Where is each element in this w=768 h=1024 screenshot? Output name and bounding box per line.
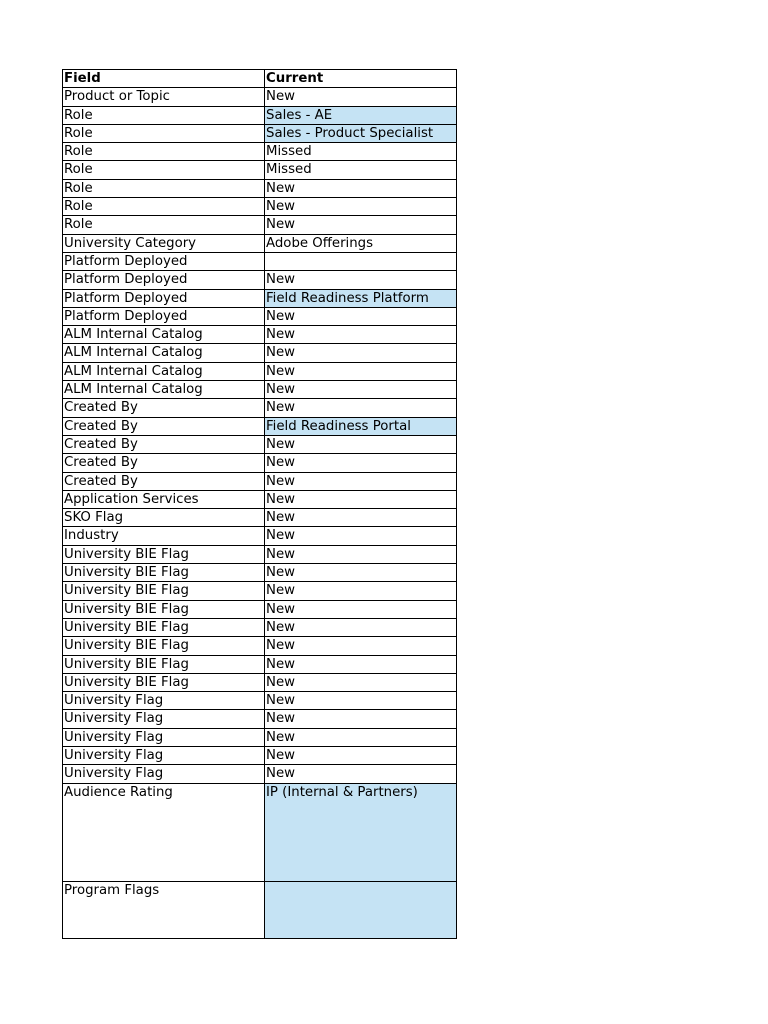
table-row [63, 234, 457, 252]
cell-field[interactable]: Platform Deployed [63, 307, 265, 325]
cell-field[interactable]: ALM Internal Catalog [63, 381, 265, 399]
cell-field[interactable]: Program Flags [63, 881, 265, 938]
table-row [63, 472, 457, 490]
table-row [63, 454, 457, 472]
cell-current[interactable]: New [265, 454, 457, 472]
cell-current[interactable]: Missed [265, 143, 457, 161]
cell-field[interactable]: Role [63, 216, 265, 234]
table-row [63, 198, 457, 216]
table-row [63, 362, 457, 380]
table-row [63, 600, 457, 618]
table-row [63, 490, 457, 508]
cell-current[interactable]: New [265, 600, 457, 618]
table-row [63, 289, 457, 307]
cell-current[interactable]: New [265, 399, 457, 417]
header-current[interactable]: Current [265, 70, 457, 88]
cell-field[interactable]: University BIE Flag [63, 618, 265, 636]
cell-field[interactable]: Role [63, 179, 265, 197]
cell-field[interactable]: Role [63, 143, 265, 161]
table-row [63, 746, 457, 764]
cell-field[interactable]: Created By [63, 417, 265, 435]
cell-current[interactable]: New [265, 692, 457, 710]
cell-current[interactable]: New [265, 618, 457, 636]
cell-current[interactable]: New [265, 307, 457, 325]
cell-current[interactable]: New [265, 564, 457, 582]
table-row [63, 271, 457, 289]
table-row [63, 124, 457, 142]
table-row [63, 381, 457, 399]
cell-current[interactable]: New [265, 88, 457, 106]
table-row [63, 692, 457, 710]
cell-current[interactable]: New [265, 673, 457, 691]
table-row [63, 783, 457, 881]
cell-current[interactable]: New [265, 637, 457, 655]
cell-current[interactable]: New [265, 490, 457, 508]
cell-current[interactable]: New [265, 271, 457, 289]
cell-current[interactable]: New [265, 435, 457, 453]
table-row [63, 161, 457, 179]
cell-field[interactable]: Industry [63, 527, 265, 545]
table-row [63, 399, 457, 417]
cell-current[interactable]: New [265, 472, 457, 490]
table-row [63, 435, 457, 453]
table-row [63, 106, 457, 124]
table-row [63, 728, 457, 746]
cell-current[interactable] [265, 252, 457, 270]
table-row [63, 344, 457, 362]
cell-field[interactable]: University Flag [63, 728, 265, 746]
cell-current[interactable]: New [265, 381, 457, 399]
cell-current-highlighted[interactable]: Sales - Product Specialist [265, 124, 457, 142]
table-row [63, 710, 457, 728]
table-row [63, 252, 457, 270]
cell-current[interactable]: New [265, 746, 457, 764]
table-row [63, 88, 457, 106]
cell-field[interactable]: ALM Internal Catalog [63, 326, 265, 344]
cell-current[interactable]: New [265, 527, 457, 545]
cell-field[interactable]: University Flag [63, 765, 265, 783]
table-row [63, 765, 457, 783]
header-field[interactable]: Field [63, 70, 265, 88]
cell-field[interactable]: Platform Deployed [63, 289, 265, 307]
table-row [63, 618, 457, 636]
table-row [63, 564, 457, 582]
cell-current[interactable]: New [265, 362, 457, 380]
table-row [63, 673, 457, 691]
cell-current[interactable]: New [265, 582, 457, 600]
cell-field[interactable]: University BIE Flag [63, 673, 265, 691]
cell-field[interactable]: Role [63, 198, 265, 216]
table-row [63, 307, 457, 325]
cell-current[interactable]: New [265, 710, 457, 728]
cell-current-highlighted[interactable]: Field Readiness Platform [265, 289, 457, 307]
cell-current[interactable]: New [265, 765, 457, 783]
cell-field[interactable]: Audience Rating [63, 783, 265, 881]
cell-current[interactable]: Missed [265, 161, 457, 179]
cell-current-highlighted[interactable]: IP (Internal & Partners) [265, 783, 457, 881]
cell-field[interactable]: University Flag [63, 746, 265, 764]
table-row [63, 417, 457, 435]
cell-field[interactable]: University BIE Flag [63, 545, 265, 563]
table-row [63, 545, 457, 563]
cell-current[interactable]: Adobe Offerings [265, 234, 457, 252]
table-row [63, 509, 457, 527]
cell-current-highlighted[interactable]: Sales - AE [265, 106, 457, 124]
cell-field[interactable]: Application Services [63, 490, 265, 508]
cell-current-highlighted[interactable] [265, 881, 457, 938]
cell-field[interactable]: University BIE Flag [63, 582, 265, 600]
table-header-row [63, 70, 457, 88]
cell-field[interactable]: University BIE Flag [63, 655, 265, 673]
cell-field[interactable]: ALM Internal Catalog [63, 344, 265, 362]
cell-current[interactable]: New [265, 198, 457, 216]
table-row [63, 179, 457, 197]
cell-field[interactable]: Role [63, 161, 265, 179]
table-row [63, 637, 457, 655]
cell-field[interactable]: Created By [63, 454, 265, 472]
cell-field[interactable]: Role [63, 106, 265, 124]
cell-field[interactable]: Created By [63, 435, 265, 453]
cell-field[interactable]: University BIE Flag [63, 600, 265, 618]
cell-current[interactable]: New [265, 326, 457, 344]
field-current-table [62, 69, 457, 939]
cell-field[interactable]: Platform Deployed [63, 252, 265, 270]
cell-current[interactable]: New [265, 179, 457, 197]
cell-current[interactable]: New [265, 545, 457, 563]
cell-field[interactable]: University BIE Flag [63, 637, 265, 655]
cell-field[interactable]: Product or Topic [63, 88, 265, 106]
cell-field[interactable]: University BIE Flag [63, 564, 265, 582]
cell-current[interactable]: New [265, 344, 457, 362]
table-row [63, 655, 457, 673]
table-row [63, 881, 457, 938]
cell-field[interactable]: ALM Internal Catalog [63, 362, 265, 380]
cell-current[interactable]: New [265, 728, 457, 746]
cell-field[interactable]: University Flag [63, 692, 265, 710]
cell-current-highlighted[interactable]: Field Readiness Portal [265, 417, 457, 435]
table-row [63, 582, 457, 600]
cell-field[interactable]: University Flag [63, 710, 265, 728]
cell-field[interactable]: Role [63, 124, 265, 142]
cell-field[interactable]: Created By [63, 472, 265, 490]
table-row [63, 216, 457, 234]
cell-field[interactable]: SKO Flag [63, 509, 265, 527]
cell-field[interactable]: Created By [63, 399, 265, 417]
cell-field[interactable]: Platform Deployed [63, 271, 265, 289]
cell-current[interactable]: New [265, 655, 457, 673]
table-row [63, 527, 457, 545]
cell-current[interactable]: New [265, 216, 457, 234]
cell-current[interactable]: New [265, 509, 457, 527]
table-row [63, 143, 457, 161]
table-row [63, 326, 457, 344]
cell-field[interactable]: University Category [63, 234, 265, 252]
